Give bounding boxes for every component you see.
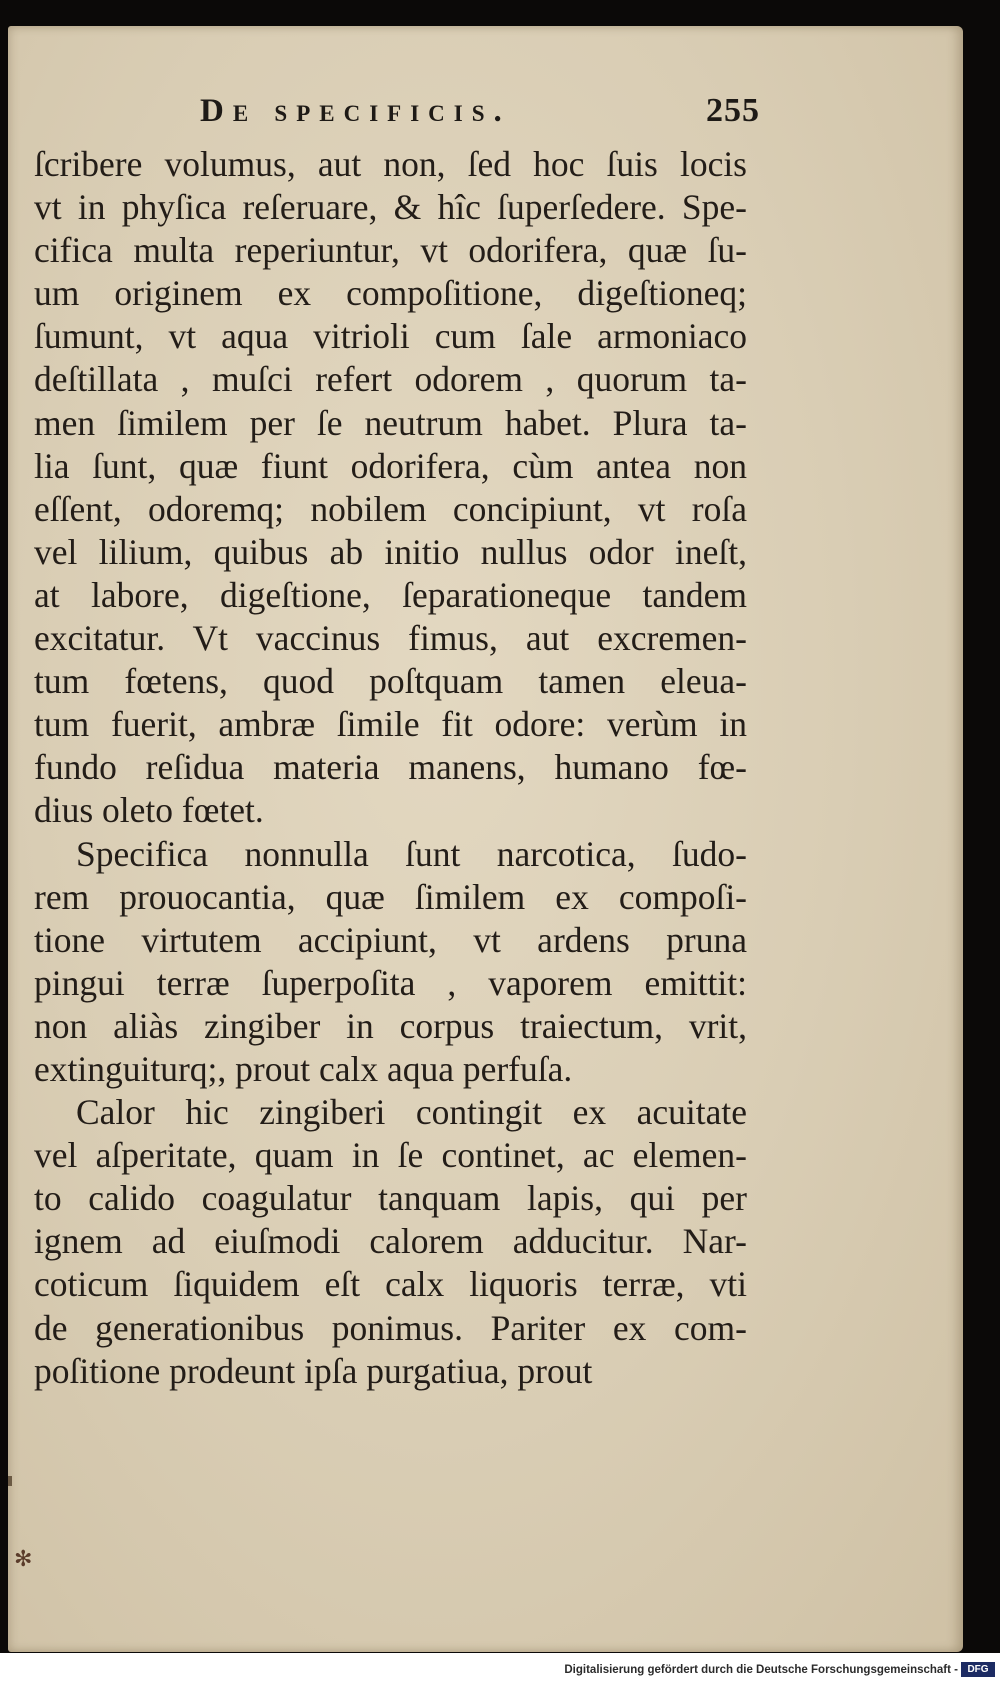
text-line: tum fuerit, ambræ ſimile fit odore: verùm in <box>34 704 747 745</box>
text-line: lia ſunt, quæ fiunt odorifera, cùm antea non <box>34 445 747 486</box>
text-line: non aliàs zingiber in corpus traiectum, vrit, <box>34 1005 747 1046</box>
dfg-logo: DFG <box>961 1662 995 1677</box>
text-line: ſcribere volumus, aut non, ſed hoc ſuis locis <box>34 144 747 184</box>
text-line: de generationibus ponimus. Pariter ex com- <box>34 1307 747 1348</box>
text-line: pingui terræ ſuperpoſita , vaporem emittit: <box>34 962 747 1003</box>
footer-bar <box>0 1653 1000 1683</box>
text-line: um originem ex compoſitione, digeſtioneq; <box>34 273 747 314</box>
page-header <box>200 92 760 130</box>
text-line: eſſent, odoremq; nobilem concipiunt, vt roſa <box>34 488 747 529</box>
text-line: vt in phyſica reſeruare, & hîc ſuperſedere. Spe- <box>34 187 747 228</box>
text-line: excitatur. Vt vaccinus fimus, aut excremen- <box>34 618 747 659</box>
text-line: Calor hic zingiberi contingit ex acuitate <box>76 1092 747 1133</box>
text-line: cifica multa reperiuntur, vt odorifera, quæ ſu- <box>34 230 747 271</box>
digitization-credit: Digitalisierung gefördert durch die Deutsche Forschungsgemeinschaft - <box>564 1664 958 1676</box>
text-line: dius oleto fœtet. <box>34 790 264 831</box>
paragraph <box>34 1091 747 1393</box>
text-line: tum fœtens, quod poſtquam tamen eleua- <box>34 661 747 702</box>
text-line: rem prouocantia, quæ ſimilem ex compoſi- <box>34 876 747 917</box>
text-line: at labore, digeſtione, ſeparationeque tandem <box>34 574 747 615</box>
ink-stain-ornament: ✻ <box>14 1546 33 1571</box>
text-line: Specifica nonnulla ſunt narcotica, ſudo- <box>76 833 747 874</box>
text-line: fundo reſidua materia manens, humano fœ- <box>34 747 747 788</box>
page-number: 255 <box>706 92 760 129</box>
page-edge-mark <box>8 1476 12 1486</box>
text-line: to calido coagulatur tanquam lapis, qui per <box>34 1178 747 1219</box>
text-line: poſitione prodeunt ipſa purgatiua, prout <box>34 1350 593 1391</box>
text-line: ſumunt, vt aqua vitrioli cum ſale armoniaco <box>34 316 747 357</box>
text-line: coticum ſiquidem eſt calx liquoris terræ, vti <box>34 1264 747 1305</box>
text-line: vel aſperitate, quam in ſe continet, ac elemen- <box>34 1135 747 1176</box>
paragraph <box>34 143 747 833</box>
text-line: extinguiturq;, prout calx aqua perfuſa. <box>34 1048 573 1089</box>
running-head: De specificis. <box>200 93 511 129</box>
text-line: men ſimilem per ſe neutrum habet. Plura ta- <box>34 402 747 443</box>
paragraph <box>34 833 747 1092</box>
text-line: ignem ad eiuſmodi calorem adducitur. Nar- <box>34 1221 747 1262</box>
text-line: deſtillata , muſci refert odorem , quorum ta- <box>34 359 747 400</box>
text-line: tione virtutem accipiunt, vt ardens pruna <box>34 919 747 960</box>
body-text <box>34 143 747 1393</box>
text-line: vel lilium, quibus ab initio nullus odor ineſt, <box>34 531 747 572</box>
